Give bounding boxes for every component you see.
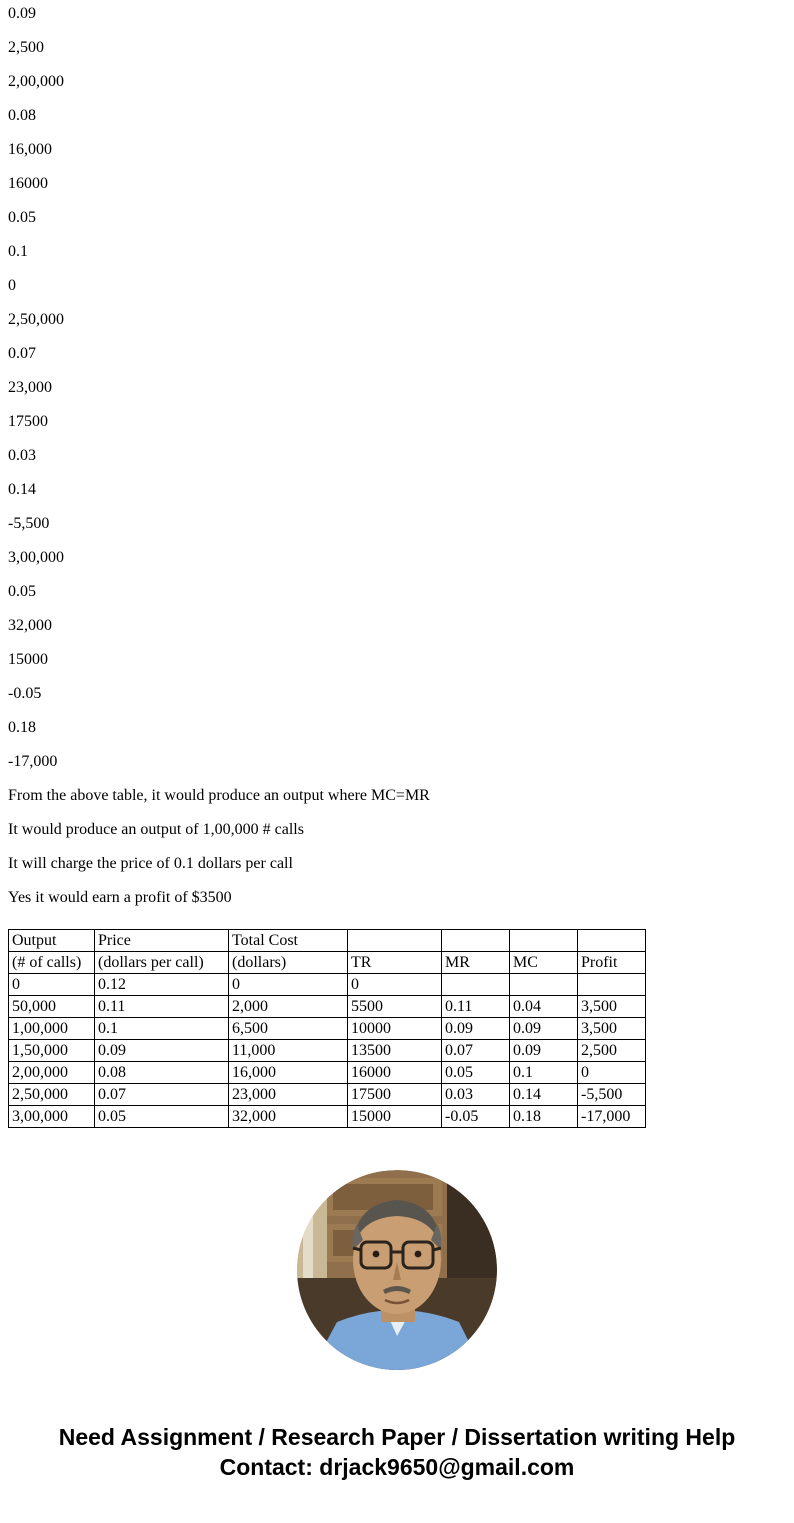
table-row	[9, 1106, 646, 1128]
table-cell	[510, 974, 578, 996]
table-body	[9, 930, 646, 1128]
table-cell: 0.09	[95, 1040, 229, 1062]
table-cell: (dollars)	[229, 952, 348, 974]
value-line: 0.1	[8, 243, 28, 260]
table-cell: 0.09	[510, 1040, 578, 1062]
table-cell: MC	[510, 952, 578, 974]
table-cell	[578, 930, 646, 952]
table-cell: MR	[442, 952, 510, 974]
table-cell: 0.18	[510, 1106, 578, 1128]
table-row	[9, 1040, 646, 1062]
table-cell: Price	[95, 930, 229, 952]
table-cell: 0.11	[442, 996, 510, 1018]
analysis-line: Yes it would earn a profit of $3500	[8, 889, 232, 906]
value-line: -17,000	[8, 753, 58, 770]
value-line: 16,000	[8, 141, 52, 158]
value-line: 0.18	[8, 719, 36, 736]
table-cell: 6,500	[229, 1018, 348, 1040]
table-cell: 0	[348, 974, 442, 996]
table-cell: 16,000	[229, 1062, 348, 1084]
table-cell: 5500	[348, 996, 442, 1018]
table-cell: Output	[9, 930, 95, 952]
table-cell: 0.1	[510, 1062, 578, 1084]
table-cell: 2,500	[578, 1040, 646, 1062]
table-cell: 0.14	[510, 1084, 578, 1106]
table-cell: 23,000	[229, 1084, 348, 1106]
table-cell: 3,500	[578, 996, 646, 1018]
table-cell: 0.07	[442, 1040, 510, 1062]
table-cell: 3,00,000	[9, 1106, 95, 1128]
table-row	[9, 1062, 646, 1084]
table-cell: 16000	[348, 1062, 442, 1084]
table-row	[9, 1084, 646, 1106]
table-cell: 13500	[348, 1040, 442, 1062]
table-cell: 15000	[348, 1106, 442, 1128]
value-line: 15000	[8, 651, 48, 668]
table-cell: 0.07	[95, 1084, 229, 1106]
table-cell: 50,000	[9, 996, 95, 1018]
table-row	[9, 974, 646, 996]
table-cell: 10000	[348, 1018, 442, 1040]
analysis-line: It will charge the price of 0.1 dollars per call	[8, 855, 293, 872]
table-cell: (# of calls)	[9, 952, 95, 974]
table-cell: 0	[9, 974, 95, 996]
value-line: 2,00,000	[8, 73, 64, 90]
table-cell: 0	[229, 974, 348, 996]
table-cell: 0.11	[95, 996, 229, 1018]
table-cell: 0.05	[442, 1062, 510, 1084]
table-header-row	[9, 930, 646, 952]
value-line: 0.08	[8, 107, 36, 124]
table-row	[9, 1018, 646, 1040]
table-cell: 0.05	[95, 1106, 229, 1128]
table-cell: 0.03	[442, 1084, 510, 1106]
table-cell	[442, 930, 510, 952]
table-cell: 2,50,000	[9, 1084, 95, 1106]
table-cell: 2,00,000	[9, 1062, 95, 1084]
value-line: -0.05	[8, 685, 42, 702]
table-cell	[442, 974, 510, 996]
cost-revenue-table	[8, 929, 646, 1128]
table-cell: Profit	[578, 952, 646, 974]
analysis-line: It would produce an output of 1,00,000 # calls	[8, 821, 304, 838]
analysis-line: From the above table, it would produce an output where MC=MR	[8, 787, 430, 804]
value-line: 32,000	[8, 617, 52, 634]
table-cell: 17500	[348, 1084, 442, 1106]
table-cell: -0.05	[442, 1106, 510, 1128]
table-row	[9, 996, 646, 1018]
value-line: 23,000	[8, 379, 52, 396]
table-cell: 0.04	[510, 996, 578, 1018]
value-line: 3,00,000	[8, 549, 64, 566]
table-cell	[578, 974, 646, 996]
table-cell: -5,500	[578, 1084, 646, 1106]
table-cell: 0.09	[442, 1018, 510, 1040]
analysis-paragraphs	[8, 787, 786, 907]
table-cell: 11,000	[229, 1040, 348, 1062]
table-cell: 0.09	[510, 1018, 578, 1040]
value-line: 0.05	[8, 209, 36, 226]
table-cell: 3,500	[578, 1018, 646, 1040]
table-cell: 0.08	[95, 1062, 229, 1084]
value-line: 0.05	[8, 583, 36, 600]
contact-line: Contact: drjack9650@gmail.com	[219, 1454, 575, 1480]
value-line: 0.07	[8, 345, 36, 362]
value-line: 0.14	[8, 481, 36, 498]
value-line: 0.03	[8, 447, 36, 464]
value-line: 0.09	[8, 5, 36, 22]
table-cell	[348, 930, 442, 952]
value-line: 2,500	[8, 39, 44, 56]
table-cell: 1,50,000	[9, 1040, 95, 1062]
avatar	[297, 1170, 497, 1370]
table-cell: -17,000	[578, 1106, 646, 1128]
value-line: 0	[8, 277, 16, 294]
table-cell: 32,000	[229, 1106, 348, 1128]
table-cell	[510, 930, 578, 952]
table-cell: 1,00,000	[9, 1018, 95, 1040]
value-line: 2,50,000	[8, 311, 64, 328]
table-header-row	[9, 952, 646, 974]
table-cell: 0.12	[95, 974, 229, 996]
table-cell: 0	[578, 1062, 646, 1084]
value-line: 16000	[8, 175, 48, 192]
value-line: -5,500	[8, 515, 50, 532]
table-cell: TR	[348, 952, 442, 974]
table-cell: 0.1	[95, 1018, 229, 1040]
help-heading: Need Assignment / Research Paper / Dissertation writing Help	[58, 1424, 736, 1450]
table-cell: 2,000	[229, 996, 348, 1018]
table-cell: Total Cost	[229, 930, 348, 952]
footer	[19, 1422, 775, 1482]
person-photo-icon	[297, 1170, 497, 1370]
values-list	[8, 5, 786, 771]
table-cell: (dollars per call)	[95, 952, 229, 974]
value-line: 17500	[8, 413, 48, 430]
